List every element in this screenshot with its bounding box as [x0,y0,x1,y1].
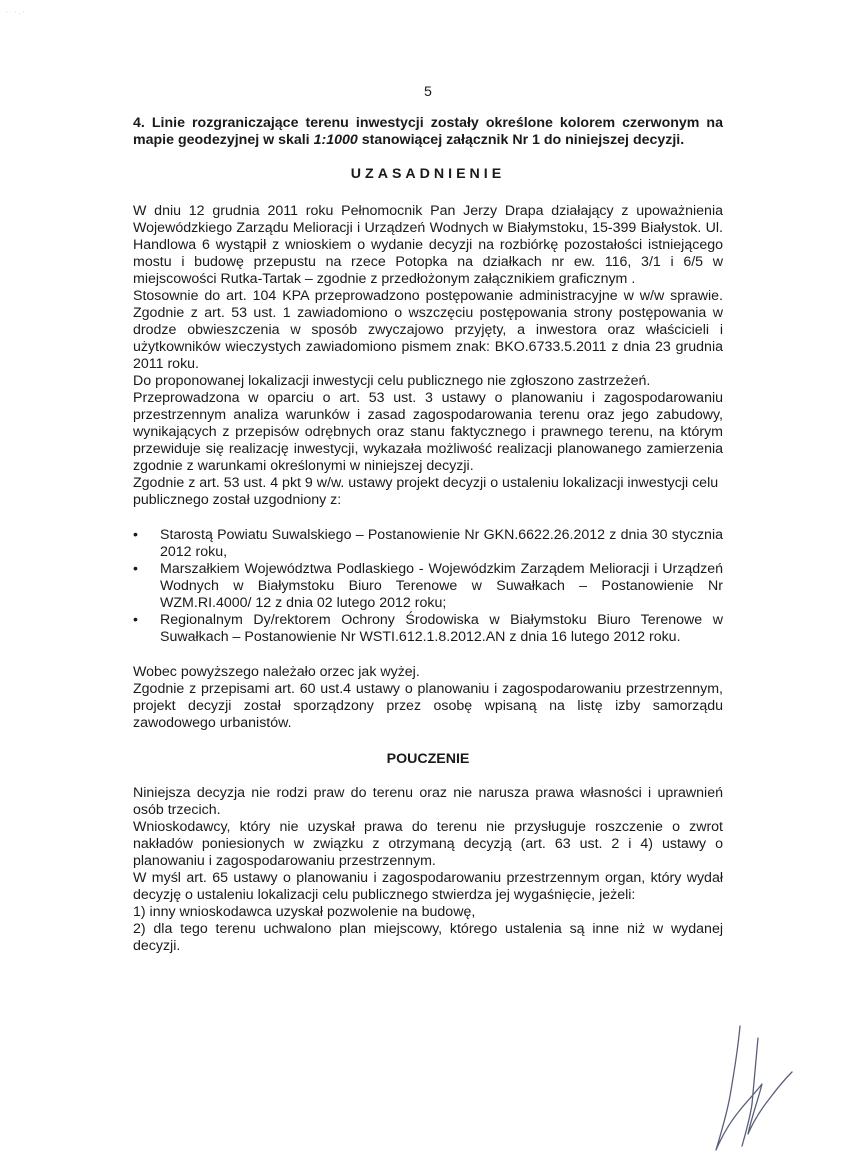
signature-stroke [716,1026,792,1150]
justification-paragraph-3: Do proponowanej lokalizacji inwestycji celu publicznego nie zgłoszono zastrzeżeń. [133,373,651,389]
scan-mark: · ·.· [6,9,27,16]
closing-paragraph-2: Zgodnie z przepisami art. 60 ust.4 ustawy o planowaniu i zagospodarowaniu przestrzennym, projekt decyzji został sporządzony przez osobę wpisaną na listę izby samorządu zawodowego urbanistów. [133,681,723,731]
document-page [133,84,723,955]
bullet-glyph: • [133,561,138,577]
instruction-paragraph-3: W myśl art. 65 ustawy o planowaniu i zagospodarowaniu przestrzennym organ, który wydał decyzję o ustaleniu lokalizacji celu publicznego stwierdza jej wygaśnięcie, jeżeli: [133,870,723,903]
agreement-item [133,612,723,646]
instruction-paragraph-2: Wnioskodawcy, który nie uzyskał prawa do terenu nie przysługuje roszczenie o zwrot nakładów poniesionych w związku z otrzymaną decyzją (art. 63 ust. 2 i 4) ustawy o planowaniu i zagospodarowaniu przestrzennym. [133,819,723,869]
section-4-scale: 1:1000 [313,132,358,148]
agreement-intro-line-1: Zgodnie z art. 53 ust. 4 pkt 9 w/w. ustawy projekt decyzji o ustaleniu lokalizacji inwestycji celu [133,475,719,491]
agreement-intro-line-2: publicznego został uzgodniony z: [133,492,342,508]
section-4-before: 4. Linie rozgraniczające terenu inwestycji zostały określone kolorem czerwonym na mapie geodezyjnej w skali [133,115,723,148]
justification-paragraph-1: W dniu 12 grudnia 2011 roku Pełnomocnik Pan Jerzy Drapa działający z upoważnienia Wojewódzkiego Zarządu Melioracji i Urządzeń Wodnych w Białymstoku, 15-399 Białystok. Ul. Handlowa 6 wystąpił z wnioskiem o wydanie decyzji na rozbiórkę pozostałości istniejącego mostu i budowę przepustu na rzece Potopka na działkach nr ew. 116, 3/1 i 6/5 w miejscowości Rutka-Tartak – zgodnie z przedłożonym załącznikiem graficznym . [133,203,723,287]
handwritten-signature [700,1018,796,1156]
instruction-point-2: 2) dla tego terenu uchwalono plan miejscowy, którego ustalenia są inne niż w wydanej decyzji. [133,921,723,954]
agreement-text: Marszałkiem Województwa Podlaskiego - Wojewódzkim Zarządem Melioracji i Urządzeń Wodnych w Białymstoku Biuro Terenowe w Suwałkach – Postanowienie Nr WZM.RI.4000/ 12 z dnia 02 lutego 2012 roku; [160,561,723,611]
justification-paragraph-2: Stosownie do art. 104 KPA przeprowadzono postępowanie administracyjne w w/w sprawie. Zgodnie z art. 53 ust. 1 zawiadomiono o wszczęciu postępowania strony postępowania w drodze obwieszczenia w sposób zwyczajowo przyjęty, a inwestora oraz właścicieli i użytkowników wieczystych zawiadomiono pismem znak: BKO.6733.5.2011 z dnia 23 grudnia 2011 roku. [133,288,723,372]
bullet-glyph: • [133,612,138,628]
instruction-heading: POUCZENIE [386,751,470,767]
agreement-item [133,527,723,561]
closing-paragraph-1: Wobec powyższego należało orzec jak wyżej. [133,664,420,680]
instruction-point-1: 1) inny wnioskodawca uzyskał pozwolenie na budowę, [133,904,476,920]
justification-paragraph-4: Przeprowadzona w oparciu o art. 53 ust. 3 ustawy o planowaniu i zagospodarowaniu przestrzennym analiza warunków i zasad zagospodarowania terenu oraz jego zabudowy, wynikających z przepisów odrębnych oraz stanu faktycznego i prawnego terenu, na którym przewiduje się realizację inwestycji, wykazała możliwość realizacji planowanego zamierzenia zgodnie z warunkami określonymi w niniejszej decyzji. [133,390,723,474]
page-number: 5 [424,84,432,100]
instruction-paragraph-1: Niniejsza decyzja nie rodzi praw do terenu oraz nie narusza prawa własności i uprawnień osób trzecich. [133,785,723,818]
agreement-item [133,561,723,612]
agreement-text: Regionalnym Dy/rektorem Ochrony Środowiska w Białymstoku Biuro Terenowe w Suwałkach – Postanowienie Nr WSTI.612.1.8.2012.AN z dnia 16 lutego 2012 roku. [160,612,723,645]
agreement-text: Starostą Powiatu Suwalskiego – Postanowienie Nr GKN.6622.26.2012 z dnia 30 stycznia 2012 roku, [160,527,723,560]
justification-heading: UZASADNIENIE [350,166,506,182]
section-4-text [133,115,723,149]
section-4-after: stanowiącej załącznik Nr 1 do niniejszej decyzji. [357,132,685,148]
bullet-glyph: • [133,527,138,543]
agreements-list [133,527,723,646]
